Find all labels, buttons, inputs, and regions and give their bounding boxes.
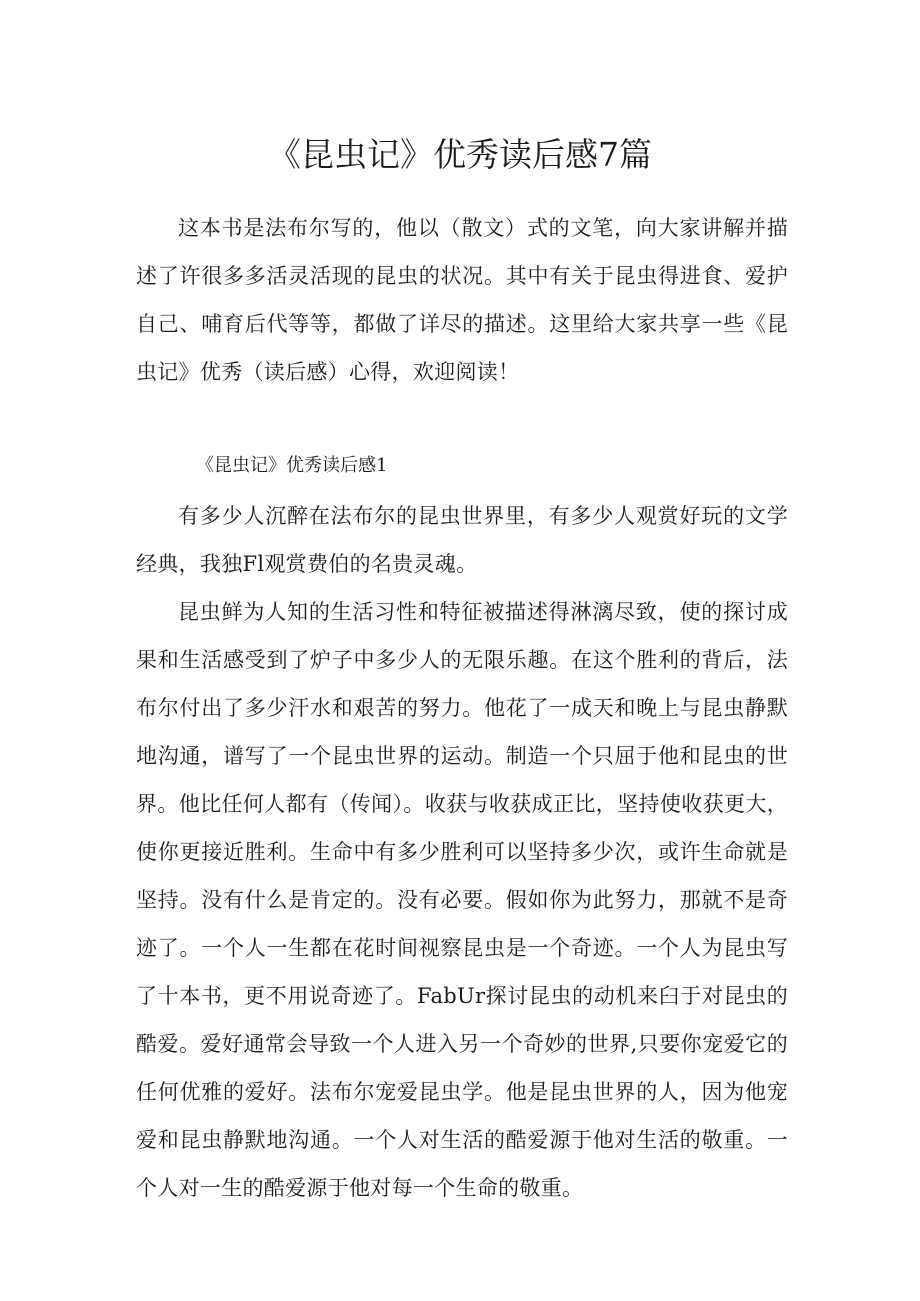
document-title: 《昆虫记》优秀读后感7篇 [268, 135, 652, 174]
intro-paragraph: 这本书是法布尔写的，他以（散文）式的文笔，向大家讲解并描述了许很多多活灵活现的昆虫的状况。其中有关于昆虫得进食、爱护自己、哺育后代等等，都做了详尽的描述。这里给大家共享一些《昆虫记》优秀（读后感）心得，欢迎阅读！ [136, 216, 788, 384]
section-heading: 《昆虫记》优秀读后感1 [196, 455, 388, 476]
body-paragraph-1: 有多少人沉醉在法布尔的昆虫世界里，有多少人观赏好玩的文学经典，我独Fl观赏费伯的名贵灵魂。 [136, 504, 788, 576]
body-paragraph-2: 昆虫鲜为人知的生活习性和特征被描述得淋漓尽致，使的探讨成果和生活感受到了炉子中多少人的无限乐趣。在这个胜利的背后，法布尔付出了多少汗水和艰苦的努力。他花了一成天和晚上与昆虫静默地沟通，谱写了一个昆虫世界的运动。制造一个只屈于他和昆虫的世界。他比任何人都有（传闻）。收获与收获成正比，坚持使收获更大，使你更接近胜利。生命中有多少胜利可以坚持多少次，或许生命就是坚持。没有什么是肯定的。没有必要。假如你为此努力，那就不是奇迹了。一个人一生都在花时间视察昆虫是一个奇迹。一个人为昆虫写了十本书，更不用说奇迹了。FabUr探讨昆虫的动机来臼于对昆虫的酷爱。爱好通常会导致一个人进入另一个奇妙的世界,只要你宠爱它的任何优雅的爱好。法布尔宠爱昆虫学。他是昆虫世界的人，因为他宠爱和昆虫静默地沟通。一个人对生活的酷爱源于他对生活的敬重。一个人对一生的酷爱源于他对每一个生命的敬重。 [136, 600, 788, 1200]
